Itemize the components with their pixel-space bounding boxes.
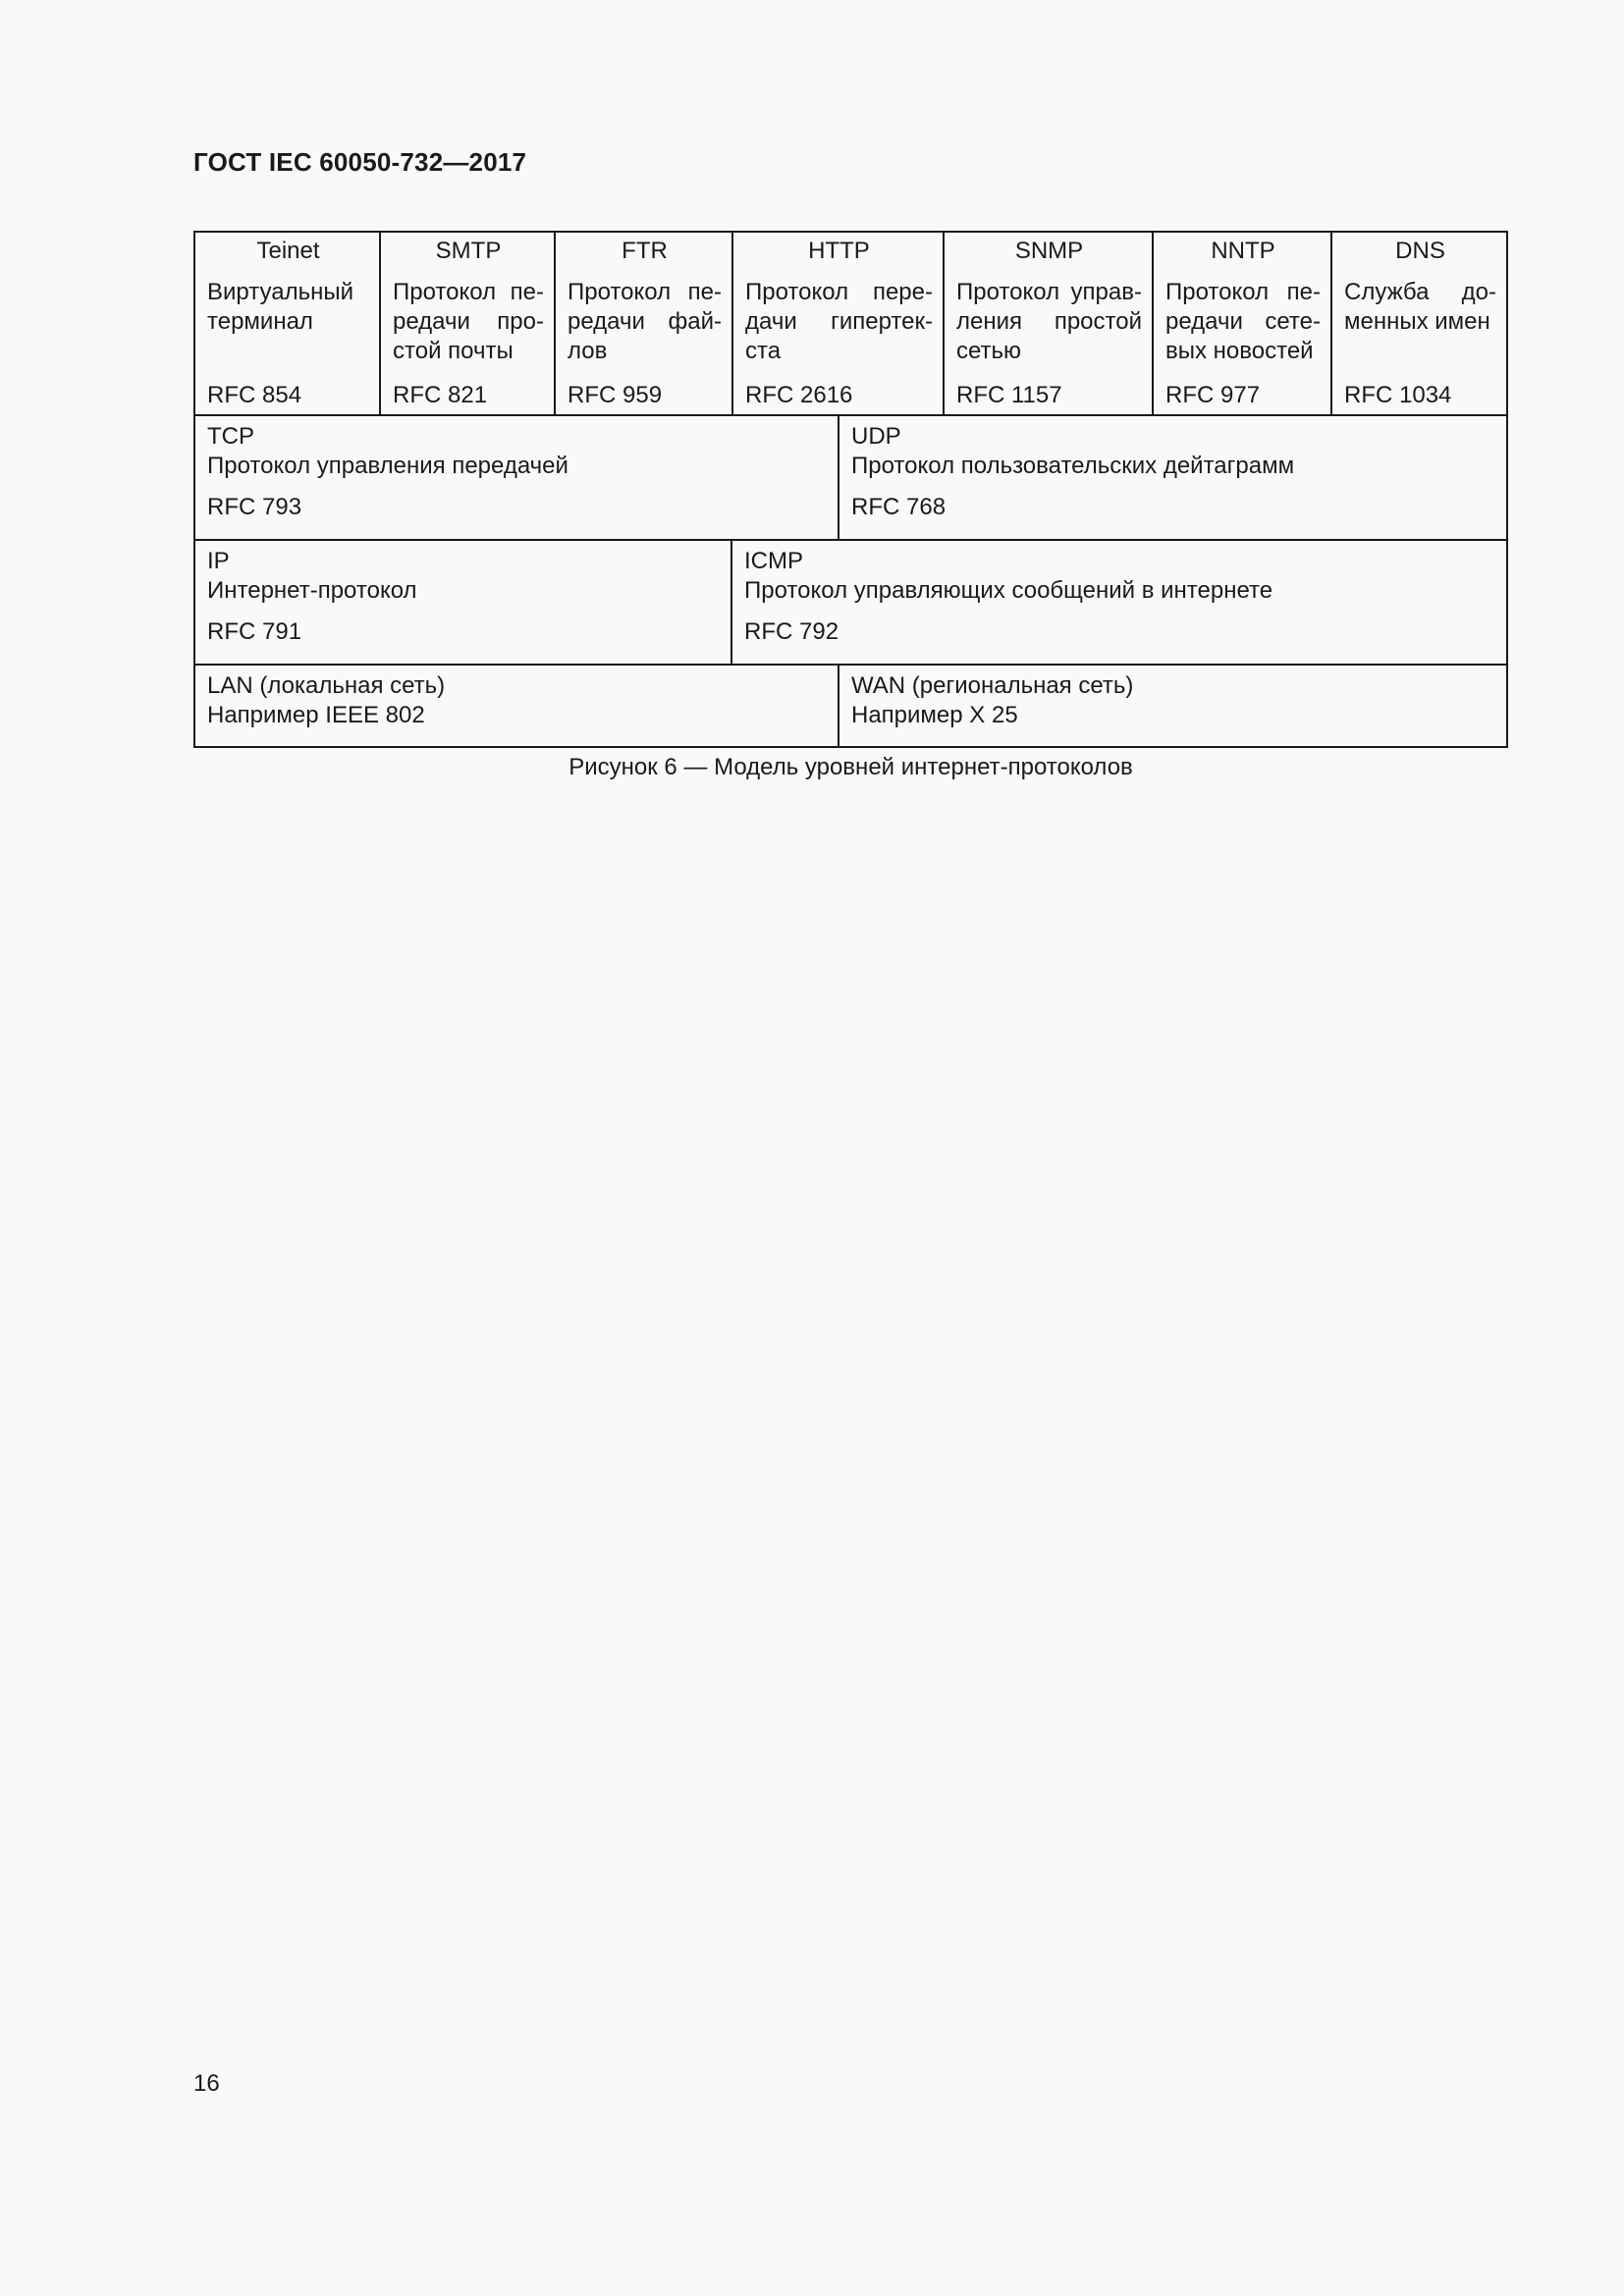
protocol-description: Протокол управляющих сообщений в интернете	[744, 577, 1273, 604]
network-type: LAN (локальная сеть)	[207, 672, 446, 699]
protocol-description: Протокол управления передачей	[207, 453, 568, 479]
protocol-name: TCP	[207, 423, 254, 450]
app-cell-smtp	[379, 233, 554, 414]
page-number: 16	[193, 2070, 220, 2097]
app-cell-nntp	[1152, 233, 1330, 414]
internet-cell-ip	[195, 541, 731, 664]
protocol-layer-diagram	[193, 231, 1508, 748]
protocol-name: DNS	[1395, 238, 1445, 264]
protocol-name: FTR	[622, 238, 668, 264]
application-layer-row	[195, 233, 1506, 414]
rfc-number: RFC 792	[744, 618, 839, 645]
transport-cell-udp	[838, 416, 1506, 539]
rfc-number: RFC 1034	[1344, 382, 1452, 408]
network-type: WAN (региональная сеть)	[851, 672, 1134, 699]
protocol-description: Протокол передачи гипертекста	[745, 279, 933, 364]
protocol-description: Протокол передачи файлов	[568, 279, 722, 364]
rfc-number: RFC 2616	[745, 382, 853, 408]
app-cell-ftr	[554, 233, 731, 414]
transport-cell-tcp	[195, 416, 838, 539]
rfc-number: RFC 768	[851, 494, 947, 520]
rfc-number: RFC 959	[568, 382, 663, 408]
network-layer-row	[195, 664, 1506, 746]
protocol-name: ICMP	[744, 548, 803, 574]
transport-layer-row	[195, 414, 1506, 539]
figure-caption: Рисунок 6 — Модель уровней интернет-протоколов	[568, 754, 1133, 780]
document-header: ГОСТ IEC 60050-732—2017	[193, 147, 527, 177]
rfc-number: RFC 977	[1165, 382, 1261, 408]
protocol-name: SNMP	[1014, 238, 1084, 264]
internet-layer-row	[195, 539, 1506, 664]
app-cell-telnet	[195, 233, 379, 414]
protocol-description: Протокол управления простой сетью	[956, 279, 1142, 364]
rfc-number: RFC 821	[393, 382, 488, 408]
network-example: Например IEEE 802	[207, 702, 425, 728]
rfc-number: RFC 793	[207, 494, 302, 520]
rfc-number: RFC 1157	[956, 382, 1062, 408]
rfc-number: RFC 791	[207, 618, 302, 645]
protocol-description: Протокол передачи простой почты	[393, 279, 544, 364]
protocol-description: Протокол передачи сетевых новостей	[1165, 279, 1321, 364]
protocol-description: Протокол пользовательских дейтаграмм	[851, 453, 1295, 479]
protocol-name: Teinet	[256, 238, 320, 264]
app-cell-http	[731, 233, 943, 414]
protocol-name: HTTP	[808, 238, 870, 264]
protocol-name: SMTP	[435, 238, 502, 264]
app-cell-snmp	[943, 233, 1152, 414]
protocol-name: IP	[207, 548, 230, 574]
protocol-name: UDP	[851, 423, 901, 450]
protocol-description: Служба доменных имен	[1344, 279, 1496, 335]
network-cell-wan	[838, 666, 1506, 746]
internet-cell-icmp	[731, 541, 1506, 664]
network-cell-lan	[195, 666, 838, 746]
protocol-description: Интернет-протокол	[207, 577, 417, 604]
rfc-number: RFC 854	[207, 382, 302, 408]
network-example: Например X 25	[851, 702, 1018, 728]
app-cell-dns	[1330, 233, 1506, 414]
protocol-description: Виртуальный терминал	[207, 279, 353, 335]
protocol-name: NNTP	[1211, 238, 1275, 264]
